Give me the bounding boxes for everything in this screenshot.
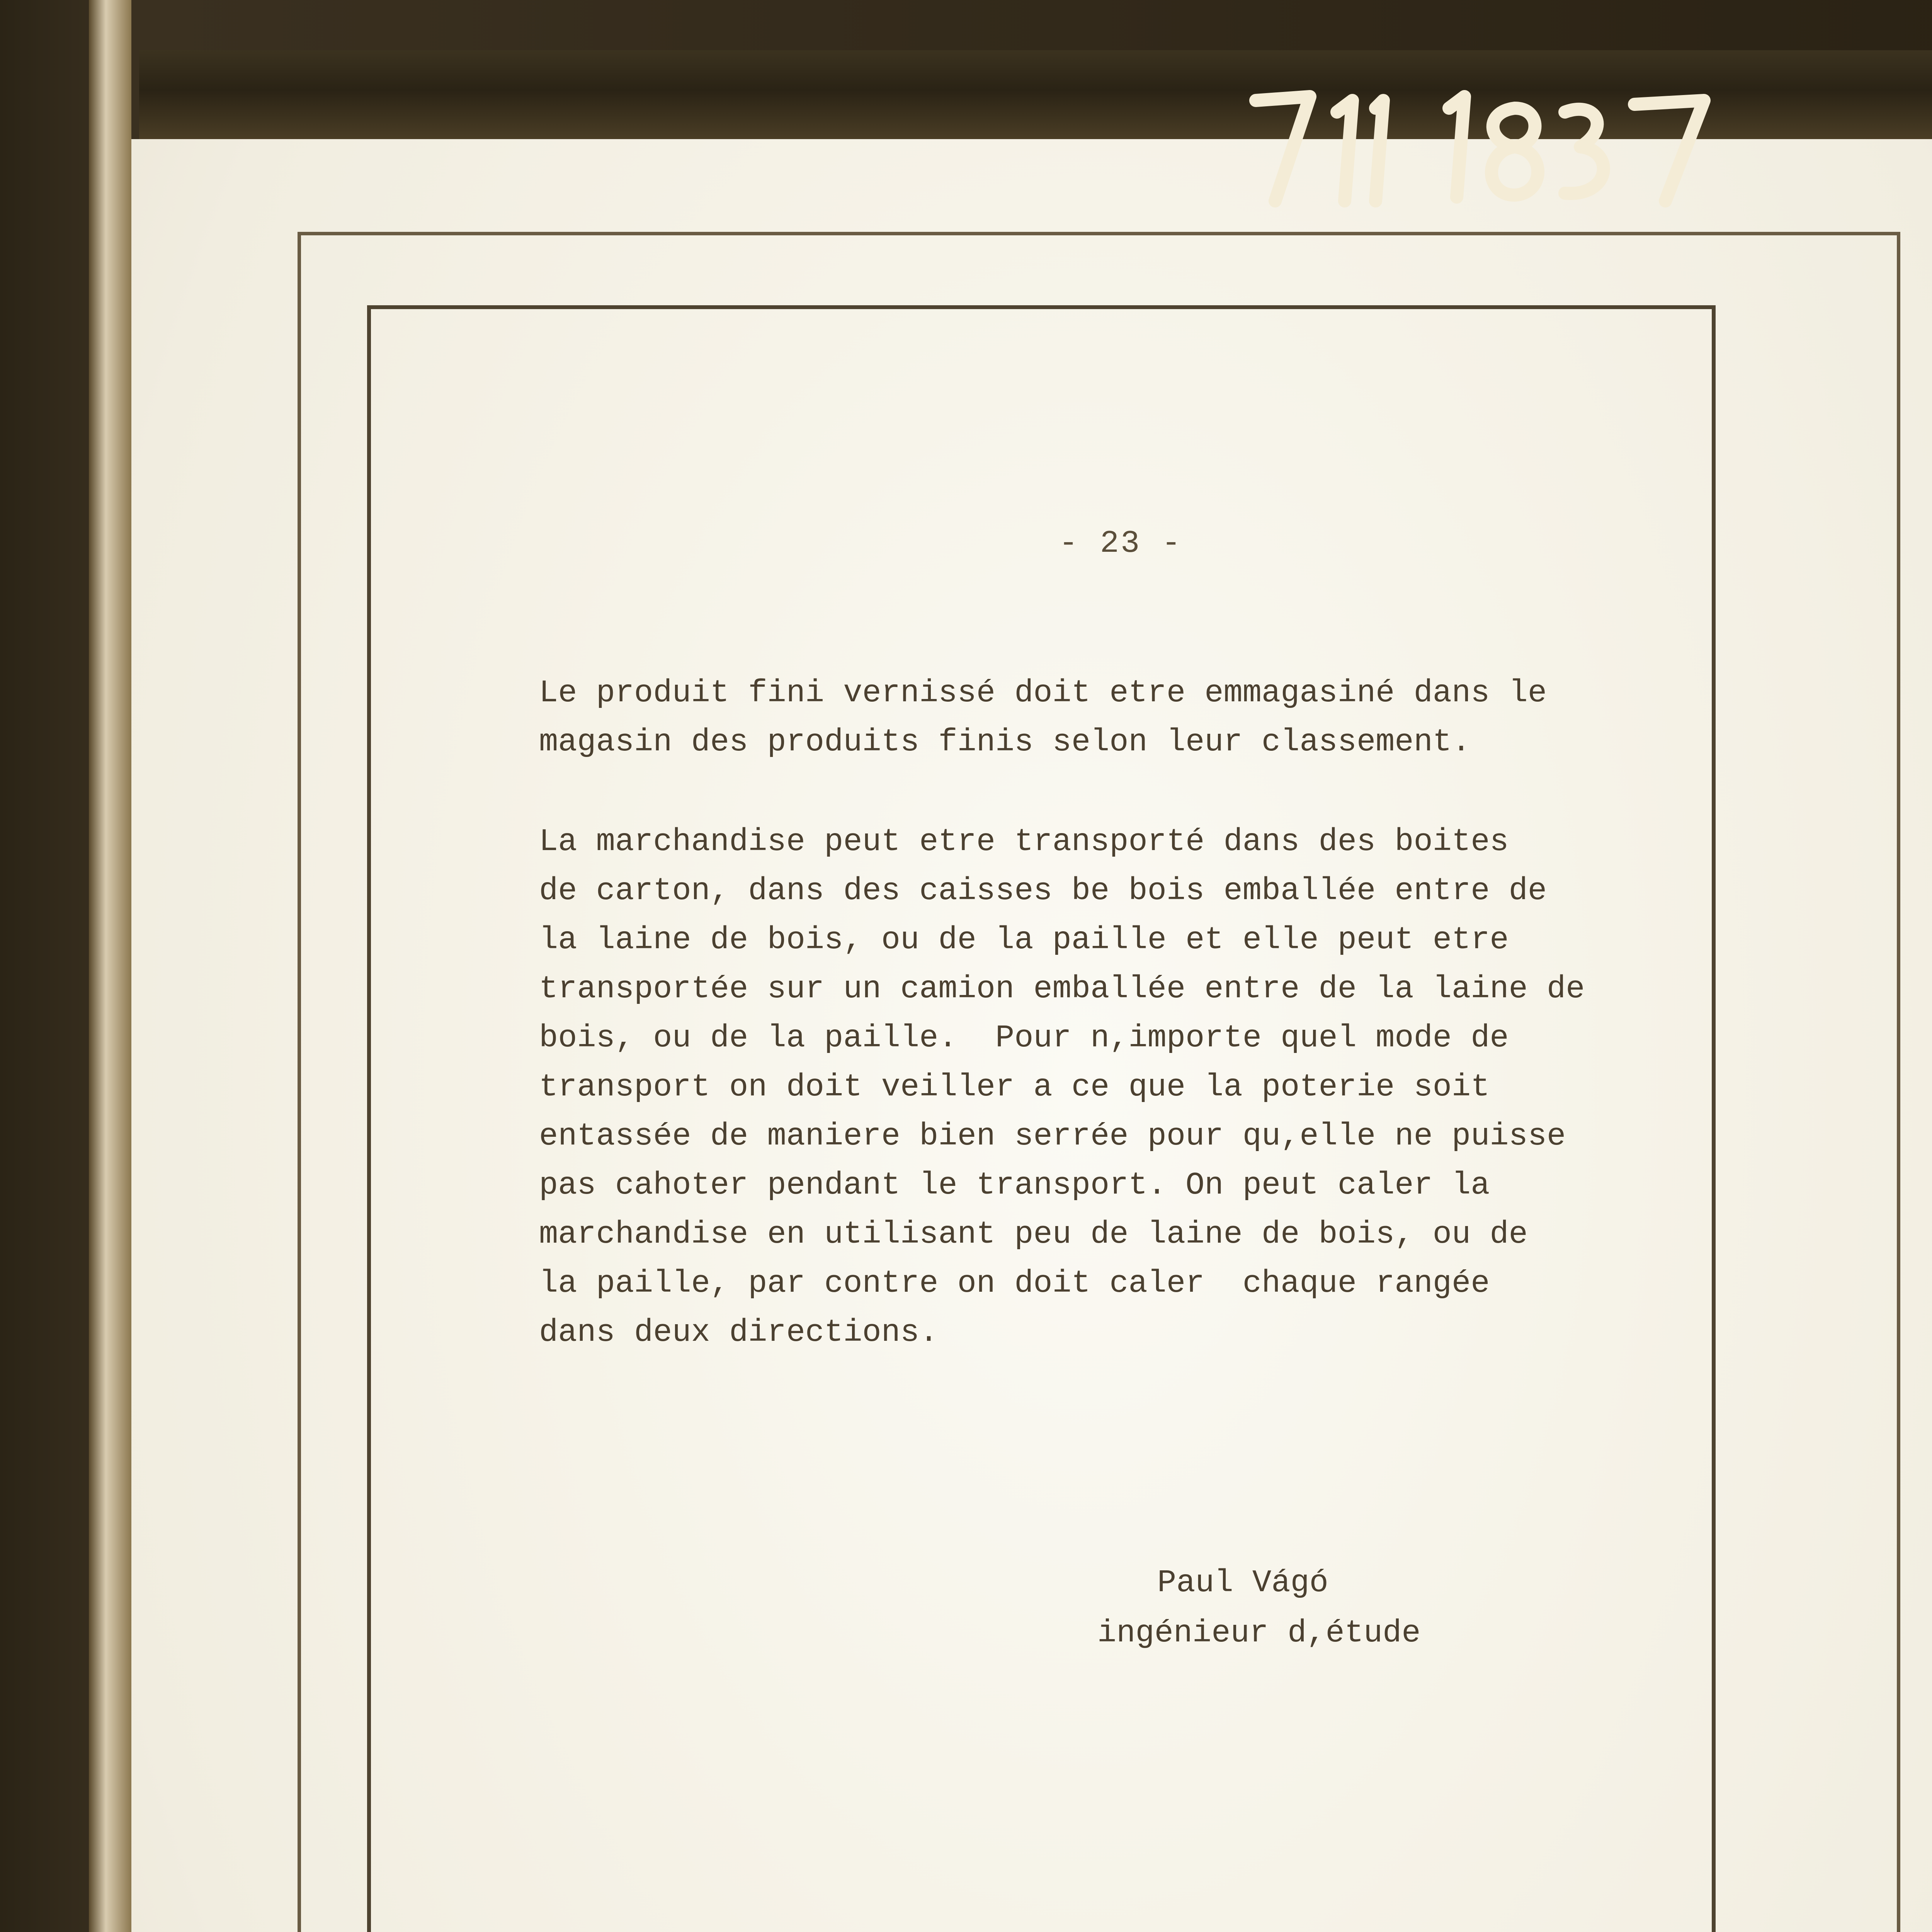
- text-line: Le produit fini vernissé doit etre emmagasiné dans le: [539, 675, 1547, 711]
- film-edge-left: [89, 0, 131, 1932]
- signature-name: Paul Vágó: [1157, 1565, 1328, 1601]
- text-line: transportée sur un camion emballée entre de la laine de: [539, 971, 1585, 1007]
- page-number: - 23 -: [1059, 526, 1182, 561]
- text-line: magasin des produits finis selon leur classement.: [539, 724, 1471, 760]
- handwritten-catalogue-number: [1248, 85, 1731, 213]
- text-line: dans deux directions.: [539, 1315, 939, 1350]
- text-line: entassée de maniere bien serrée pour qu,elle ne puisse: [539, 1118, 1566, 1154]
- paragraph: [539, 817, 1660, 1357]
- text-line: bois, ou de la paille. Pour n,importe quel mode de: [539, 1020, 1509, 1056]
- text-line: transport on doit veiller a ce que la poterie soit: [539, 1069, 1490, 1105]
- text-line: pas cahoter pendant le transport. On peut caler la: [539, 1167, 1490, 1203]
- paragraph: [539, 668, 1660, 767]
- signature-title: ingénieur d,étude: [1097, 1615, 1421, 1651]
- text-line: La marchandise peut etre transporté dans des boites: [539, 824, 1509, 860]
- text-line: marchandise en utilisant peu de laine de bois, ou de: [539, 1216, 1528, 1252]
- text-line: la laine de bois, ou de la paille et elle peut etre: [539, 922, 1509, 958]
- text-line: de carton, dans des caisses be bois emballée entre de: [539, 873, 1547, 909]
- text-line: la paille, par contre on doit caler chaque rangée: [539, 1265, 1490, 1301]
